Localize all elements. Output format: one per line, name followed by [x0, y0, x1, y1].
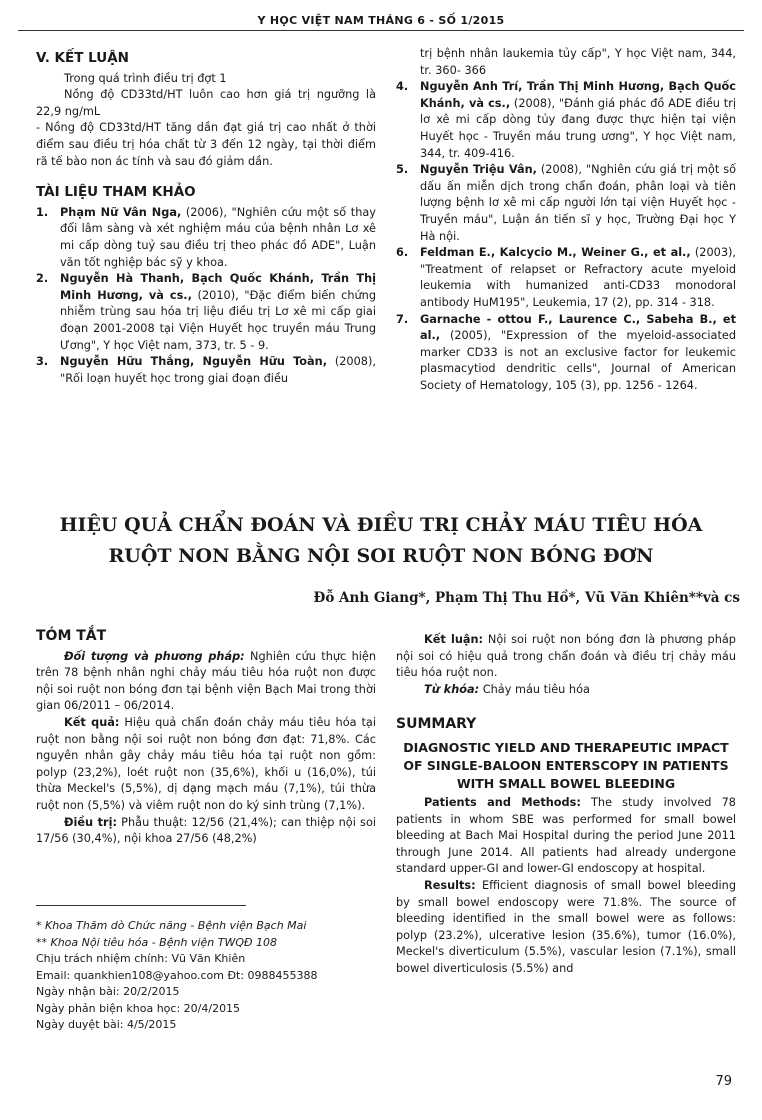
- article-title-line1: HIỆU QUẢ CHẨN ĐOÁN VÀ ĐIỀU TRỊ CHẢY MÁU TIÊU HÓA: [59, 514, 703, 536]
- reference-authors: Nguyễn Triệu Vân,: [420, 163, 537, 177]
- abstract-keywords: [396, 682, 736, 699]
- footnote-1: * Khoa Thăm dò Chức năng - Bệnh viện Bạch Mai: [36, 919, 307, 932]
- conclusion-heading: V. KẾT LUẬN: [36, 50, 129, 66]
- reference-item: [396, 312, 736, 395]
- reference-text: (2010), "Đặc điểm biến chứng nhiễm trùng sau hóa trị liệu điều trị Lơ xê mi cấp giai đoạn 2001-2008 tại Viện Huyết học truyền máu Trung Ương", Y học Việt nam, 373, tr. 5 - 9.: [60, 288, 376, 352]
- reference-number: 5.: [396, 163, 409, 177]
- abstract-p4-text: Nội soi ruột non bóng đơn là phương pháp nội soi có hiệu quả trong chẩn đoán và điều trị chảy máu tiêu hóa ruột non.: [396, 633, 736, 680]
- summary-heading: SUMMARY: [396, 716, 477, 733]
- reference-authors: Nguyễn Anh Trí, Trần Thị Minh Hương, Bạch Quốc Khánh, và cs.,: [420, 80, 736, 110]
- reference-number: 2.: [36, 272, 49, 286]
- refs-heading: TÀI LIỆU THAM KHẢO: [36, 184, 196, 201]
- summary-p2-label: Results:: [424, 878, 476, 892]
- reference-body: [60, 354, 376, 387]
- keywords-text: Chảy máu tiêu hóa: [479, 682, 590, 696]
- reference-text: (2008), "Đánh giá phác đồ ADE điều trị lơ xê mi cấp dòng tủy đang được thực hiện tại viện Huyết học - Truyền máu trung ương", Y học Việt nam, 344, tr. 409-416.: [420, 96, 736, 160]
- abstract-p4-label: Kết luận:: [424, 633, 484, 646]
- abstract-p4: [396, 632, 736, 682]
- reference-authors: Garnache - ottou F., Laurence C., Sabeha B., et al.,: [420, 312, 736, 343]
- footnote-approved: Ngày duyệt bài: 4/5/2015: [36, 1018, 177, 1031]
- summary-p1-label: Patients and Methods:: [424, 795, 581, 809]
- abstract-p2-label: Kết quả:: [64, 715, 120, 729]
- summary-p2: [396, 878, 736, 978]
- reference-body: [420, 46, 736, 79]
- reference-authors: Feldman E., Kalcycio M., Weiner G., et al.,: [420, 246, 691, 260]
- reference-body: [420, 162, 736, 245]
- reference-authors: Nguyễn Hữu Thắng, Nguyễn Hữu Toàn,: [60, 355, 327, 369]
- reference-number: 7.: [396, 312, 409, 326]
- page-number: 79: [715, 1074, 732, 1089]
- abstract-p3-label: Điều trị:: [64, 815, 117, 829]
- header-rule: [18, 30, 744, 31]
- abstract-vi: [36, 628, 376, 848]
- reference-number: 1.: [36, 205, 49, 219]
- refs-left-list: [36, 205, 376, 388]
- abstract-p1-label: Đối tượng và phương pháp:: [64, 649, 245, 663]
- footnote-email: Email: quankhien108@yahoo.com Đt: 0988455388: [36, 968, 318, 982]
- conclusion-p1: Trong quá trình điều trị đợt 1: [64, 71, 227, 85]
- refs-right-list: [396, 46, 736, 394]
- reference-item: [396, 46, 736, 79]
- reference-text: (2008), "Nghiên cứu giá trị một số dấu ấn miễn dịch trong chẩn đoán, phân loại và tiên lượng bệnh lơ xê mi cấp người lớn tại viện Huyết học - Truyền máu", Luận án tiến sĩ y học, Trường Đại học Y Hà nội.: [420, 163, 737, 243]
- abstract-p1: [36, 649, 376, 715]
- abstract-right: [396, 632, 736, 978]
- reference-item: [36, 271, 376, 354]
- article-authors: Đỗ Anh Giang*, Phạm Thị Thu Hồ*, Vũ Văn Khiên**và cs: [313, 590, 740, 606]
- reference-item: [396, 245, 736, 311]
- summary-title: DIAGNOSTIC YIELD AND THERAPEUTIC IMPACT OF SINGLE-BALOON ENTERSCOPY IN PATIENTS WITH SMALL BOWEL BLEEDING: [403, 739, 729, 791]
- reference-text: (2005), "Expression of the myeloid-associated marker CD33 is not an exclusive factor for leukemic plasmacytiod dendritic cells", Journal of American Society of Hematology, 105 (3), pp. 1256 - 1264.: [420, 329, 736, 392]
- reference-item: [36, 354, 376, 387]
- reference-text: (2008), "Rối loạn huyết học trong giai đoạn điều: [60, 355, 376, 385]
- footnote-rule: [36, 905, 246, 906]
- footnote-reviewed: Ngày phản biện khoa học: 20/4/2015: [36, 1001, 241, 1015]
- reference-number: 4.: [396, 80, 409, 94]
- reference-authors: Phạm Nữ Vân Nga,: [60, 205, 182, 219]
- abstract-p3-text: Phẫu thuật: 12/56 (21,4%); can thiệp nội soi 17/56 (30,4%), nội khoa 27/56 (48,2%): [36, 815, 376, 846]
- conclusion-section: [36, 50, 376, 387]
- article-title: [0, 510, 762, 572]
- keywords-label: Từ khóa:: [424, 682, 480, 696]
- reference-number: 3.: [36, 355, 49, 369]
- reference-body: [60, 205, 376, 271]
- conclusion-p2: Nồng độ CD33td/HT luôn cao hơn giá trị ngưỡng là 22,9 ng/mL: [36, 88, 376, 118]
- conclusion-p3: - Nồng độ CD33td/HT tăng dần đạt giá trị cao nhất ở thời điểm sau điều trị hóa chất từ 3 đến 12 ngày, tại thời điểm rã tế bào non ác tính và sau đó giảm dần.: [36, 121, 376, 168]
- reference-item: [396, 162, 736, 245]
- reference-number: [396, 46, 420, 79]
- reference-text: trị bệnh nhân laukemia tủy cấp", Y học Việt nam, 344, tr. 360- 366: [420, 47, 736, 77]
- reference-body: [420, 79, 736, 162]
- reference-item: [396, 79, 736, 162]
- summary-p1: [396, 795, 736, 878]
- refs-right-section: [396, 46, 736, 394]
- footnotes: [36, 918, 376, 1034]
- footnote-2: ** Khoa Nội tiêu hóa - Bệnh viện TWQĐ 108: [36, 935, 277, 949]
- reference-number: 6.: [396, 246, 409, 260]
- article-title-line2: RUỘT NON BẰNG NỘI SOI RUỘT NON BÓNG ĐƠN: [108, 545, 654, 567]
- reference-authors: Nguyễn Hà Thanh, Bạch Quốc Khánh, Trần Thị Minh Hương, và cs.,: [60, 272, 376, 302]
- abstract-p3: [36, 815, 376, 848]
- abstract-p2: [36, 715, 376, 815]
- reference-text: (2006), "Nghiên cứu một số thay đổi lâm sàng và xét nghiệm máu của bệnh nhân Lơ xê mi cấp dòng tuỷ sau điều trị theo phác đồ ADE", Luận văn tốt nghiệp bác sỹ y khoa.: [60, 205, 376, 269]
- reference-item: [36, 205, 376, 271]
- abstract-p1-text: Nghiên cứu thực hiện trên 78 bệnh nhân nghi chảy máu tiêu hóa ruột non được nội soi ruột non bóng đơn tại bệnh viện Bạch Mai trong thời gian 06/2011 – 06/2014.: [36, 649, 377, 713]
- footnote-received: Ngày nhận bài: 20/2/2015: [36, 985, 180, 998]
- reference-text: (2003), "Treatment of relapset or Refractory acute myeloid leukemia with humanized anti-CD33 monodoral antibody HuM195", Leukemia, 17 (2), pp. 314 - 318.: [420, 246, 736, 309]
- reference-body: [420, 312, 736, 395]
- abstract-heading: TÓM TẮT: [36, 628, 107, 644]
- journal-header: Y HỌC VIỆT NAM THÁNG 6 - SỐ 1/2015: [257, 14, 505, 27]
- reference-body: [60, 271, 376, 354]
- footnote-responsible: Chịu trách nhiệm chính: Vũ Văn Khiên: [36, 952, 246, 965]
- abstract-p2-text: Hiệu quả chẩn đoán chảy máu tiêu hóa tại ruột non bằng nội soi ruột non bóng đơn đạt: 71,8%. Các nguyên nhân gây chảy máu tiêu hóa tại ruột non gồm: polyp (23,2%), loét ruột non (35,6%), khối u (16,0%), túi thừa Meckel's (5,5%), dị dạng mạch máu (7,1%), túi thừa ruột non (5,5%) và viêm ruột non do ký sinh trùng (7,1%).: [36, 715, 376, 812]
- reference-body: [420, 245, 736, 311]
- summary-p2-text: Efficient diagnosis of small bowel bleeding by small bowel endoscopy were 71.8%. The source of bleeding identified in the small bowel were as follows: polyp (23.2%), ulcerative lesion (35.6%), tumor (16.0%), Meckel's diverticulum (5.5%), vascular lesion (7.1%), small bowel diverticulosis (5.5%) and: [396, 878, 736, 975]
- summary-p1-text: The study involved 78 patients in whom SBE was performed for small bowel bleeding at Bach Mai Hospital during the period June 2011 through June 2014. All patients had already undergone standard upper-GI and lower-GI endoscopy at hospital.: [396, 795, 736, 876]
